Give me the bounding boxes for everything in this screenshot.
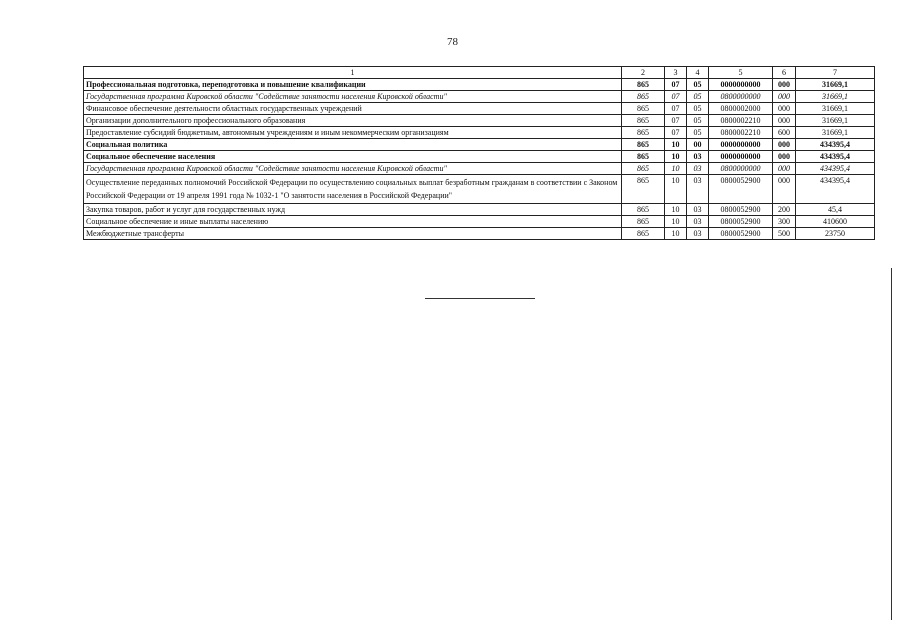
row-amount: 31669,1 [796, 103, 875, 115]
row-chapter: 865 [622, 216, 665, 228]
row-section: 10 [665, 139, 687, 151]
row-expense-type: 000 [773, 79, 796, 91]
row-amount: 434395,4 [796, 139, 875, 151]
column-number: 7 [796, 67, 875, 79]
row-expense-type: 300 [773, 216, 796, 228]
row-chapter: 865 [622, 175, 665, 204]
row-name: Социальная политика [84, 139, 622, 151]
row-expense-type: 600 [773, 127, 796, 139]
table-row [84, 216, 875, 228]
row-chapter: 865 [622, 127, 665, 139]
row-chapter: 865 [622, 163, 665, 175]
row-amount: 31669,1 [796, 115, 875, 127]
row-target-item: 0000000000 [709, 151, 773, 163]
row-target-item: 0800052900 [709, 175, 773, 204]
row-subsection: 05 [687, 115, 709, 127]
table-row [84, 139, 875, 151]
column-number: 4 [687, 67, 709, 79]
row-target-item: 0800000000 [709, 163, 773, 175]
table-row [84, 163, 875, 175]
row-amount: 31669,1 [796, 79, 875, 91]
row-target-item: 0800052900 [709, 204, 773, 216]
row-name: Осуществление переданных полномочий Российской Федерации по осуществлению социальных выплат безработным гражданам в соответствии с Законом Российской Федерации от 19 апреля 1991 года № 1032-1 "О занятости населения в Российской Федерации" [84, 175, 622, 204]
row-section: 10 [665, 216, 687, 228]
table-row [84, 127, 875, 139]
row-subsection: 00 [687, 139, 709, 151]
row-amount: 434395,4 [796, 151, 875, 163]
row-name: Государственная программа Кировской области "Содействие занятости населения Кировской области" [84, 91, 622, 103]
table-row [84, 115, 875, 127]
row-chapter: 865 [622, 91, 665, 103]
row-expense-type: 000 [773, 103, 796, 115]
row-expense-type: 000 [773, 91, 796, 103]
column-number: 3 [665, 67, 687, 79]
column-number: 6 [773, 67, 796, 79]
row-section: 07 [665, 79, 687, 91]
row-section: 10 [665, 163, 687, 175]
table-row [84, 175, 875, 204]
row-subsection: 05 [687, 103, 709, 115]
row-section: 10 [665, 175, 687, 204]
row-amount: 31669,1 [796, 127, 875, 139]
end-of-table-rule [425, 298, 535, 299]
column-number: 5 [709, 67, 773, 79]
row-target-item: 0800002210 [709, 127, 773, 139]
row-chapter: 865 [622, 139, 665, 151]
row-section: 07 [665, 91, 687, 103]
row-target-item: 0000000000 [709, 139, 773, 151]
row-section: 10 [665, 204, 687, 216]
row-subsection: 03 [687, 204, 709, 216]
row-target-item: 0800002210 [709, 115, 773, 127]
row-target-item: 0800002000 [709, 103, 773, 115]
row-chapter: 865 [622, 228, 665, 240]
row-expense-type: 000 [773, 151, 796, 163]
row-name: Закупка товаров, работ и услуг для государственных нужд [84, 204, 622, 216]
row-subsection: 03 [687, 175, 709, 204]
row-section: 10 [665, 228, 687, 240]
row-subsection: 03 [687, 228, 709, 240]
row-name: Социальное обеспечение и иные выплаты населению [84, 216, 622, 228]
row-chapter: 865 [622, 204, 665, 216]
row-name: Предоставление субсидий бюджетным, автономным учреждениям и иным некоммерческим организациям [84, 127, 622, 139]
row-chapter: 865 [622, 103, 665, 115]
row-name: Финансовое обеспечение деятельности областных государственных учреждений [84, 103, 622, 115]
row-name: Организации дополнительного профессионального образования [84, 115, 622, 127]
table-row [84, 91, 875, 103]
row-expense-type: 000 [773, 139, 796, 151]
row-name: Государственная программа Кировской области "Содействие занятости населения Кировской области" [84, 163, 622, 175]
row-section: 07 [665, 103, 687, 115]
row-amount: 45,4 [796, 204, 875, 216]
row-subsection: 05 [687, 79, 709, 91]
row-chapter: 865 [622, 151, 665, 163]
column-number-row [84, 67, 875, 79]
row-target-item: 0800052900 [709, 216, 773, 228]
row-amount: 434395,4 [796, 175, 875, 204]
row-subsection: 03 [687, 151, 709, 163]
row-amount: 31669,1 [796, 91, 875, 103]
row-section: 10 [665, 151, 687, 163]
row-section: 07 [665, 115, 687, 127]
row-name: Профессиональная подготовка, переподготовка и повышение квалификации [84, 79, 622, 91]
row-chapter: 865 [622, 115, 665, 127]
row-target-item: 0000000000 [709, 79, 773, 91]
table-row [84, 103, 875, 115]
row-expense-type: 000 [773, 163, 796, 175]
row-amount: 23750 [796, 228, 875, 240]
row-name: Межбюджетные трансферты [84, 228, 622, 240]
row-chapter: 865 [622, 79, 665, 91]
row-expense-type: 000 [773, 115, 796, 127]
table-row [84, 151, 875, 163]
page-number: 78 [447, 36, 458, 48]
column-number: 2 [622, 67, 665, 79]
row-amount: 434395,4 [796, 163, 875, 175]
column-number: 1 [84, 67, 622, 79]
row-subsection: 05 [687, 127, 709, 139]
table-row [84, 204, 875, 216]
budget-table [83, 66, 875, 240]
row-subsection: 05 [687, 91, 709, 103]
table-row [84, 228, 875, 240]
table-row [84, 79, 875, 91]
row-target-item: 0800000000 [709, 91, 773, 103]
row-target-item: 0800052900 [709, 228, 773, 240]
row-expense-type: 500 [773, 228, 796, 240]
row-name: Социальное обеспечение населения [84, 151, 622, 163]
row-subsection: 03 [687, 216, 709, 228]
row-subsection: 03 [687, 163, 709, 175]
row-expense-type: 200 [773, 204, 796, 216]
row-amount: 410600 [796, 216, 875, 228]
page-edge-rule [891, 268, 892, 620]
row-expense-type: 000 [773, 175, 796, 204]
row-section: 07 [665, 127, 687, 139]
